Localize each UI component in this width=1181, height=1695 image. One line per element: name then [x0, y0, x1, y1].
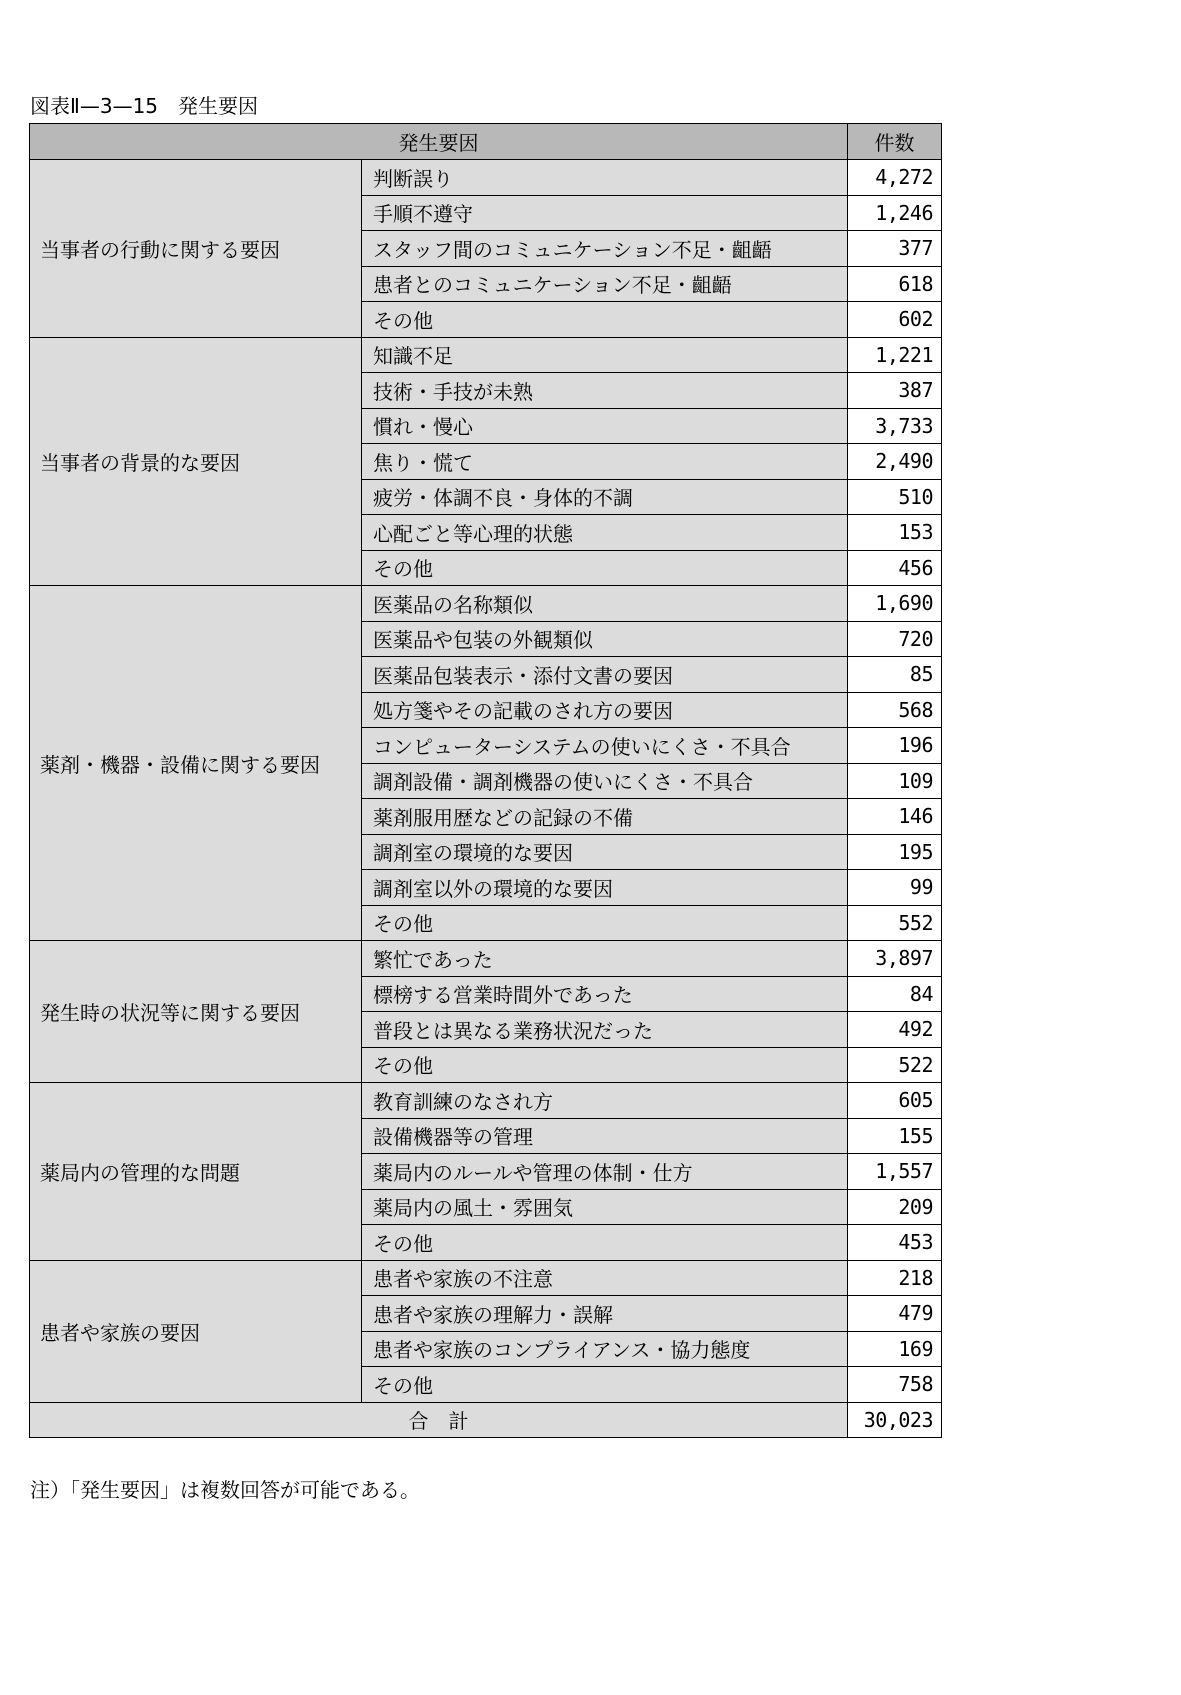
factor-item-cell: スタッフ間のコミュニケーション不足・齟齬: [362, 231, 848, 267]
header-count: 件数: [848, 124, 942, 160]
factor-item-cell: 判断誤り: [362, 160, 848, 196]
table-body: [30, 160, 942, 1403]
count-cell: 218: [848, 1260, 942, 1296]
category-cell: 発生時の状況等に関する要因: [30, 941, 362, 1083]
header-factor: 発生要因: [30, 124, 848, 160]
count-cell: 758: [848, 1367, 942, 1403]
factor-item-cell: 医薬品包装表示・添付文書の要因: [362, 657, 848, 693]
count-cell: 479: [848, 1296, 942, 1332]
factor-item-cell: 患者や家族の不注意: [362, 1260, 848, 1296]
factor-item-cell: 調剤室の環境的な要因: [362, 834, 848, 870]
count-cell: 552: [848, 905, 942, 941]
count-cell: 169: [848, 1331, 942, 1367]
count-cell: 155: [848, 1118, 942, 1154]
factor-item-cell: 普段とは異なる業務状況だった: [362, 1012, 848, 1048]
factor-item-cell: 手順不遵守: [362, 195, 848, 231]
count-cell: 85: [848, 657, 942, 693]
count-cell: 453: [848, 1225, 942, 1261]
count-cell: 4,272: [848, 160, 942, 196]
factor-item-cell: 医薬品の名称類似: [362, 586, 848, 622]
count-cell: 195: [848, 834, 942, 870]
header-row: [30, 124, 942, 160]
category-cell: 当事者の行動に関する要因: [30, 160, 362, 338]
category-cell: 薬局内の管理的な問題: [30, 1083, 362, 1261]
count-cell: 109: [848, 763, 942, 799]
factor-item-cell: 医薬品や包装の外観類似: [362, 621, 848, 657]
factor-item-cell: 焦り・慌て: [362, 444, 848, 480]
factor-item-cell: 患者とのコミュニケーション不足・齟齬: [362, 266, 848, 302]
factor-item-cell: 調剤室以外の環境的な要因: [362, 870, 848, 906]
factor-item-cell: 教育訓練のなされ方: [362, 1083, 848, 1119]
count-cell: 153: [848, 515, 942, 551]
factor-item-cell: コンピューターシステムの使いにくさ・不具合: [362, 728, 848, 764]
count-cell: 1,557: [848, 1154, 942, 1190]
count-cell: 209: [848, 1189, 942, 1225]
count-cell: 1,246: [848, 195, 942, 231]
factor-item-cell: 心配ごと等心理的状態: [362, 515, 848, 551]
factor-item-cell: 薬剤服用歴などの記録の不備: [362, 799, 848, 835]
table-row: [30, 1260, 942, 1296]
count-cell: 387: [848, 373, 942, 409]
total-label: 合 計: [30, 1402, 848, 1438]
count-cell: 602: [848, 302, 942, 338]
count-cell: 568: [848, 692, 942, 728]
category-cell: 患者や家族の要因: [30, 1260, 362, 1402]
category-cell: 薬剤・機器・設備に関する要因: [30, 586, 362, 941]
factor-item-cell: 標榜する営業時間外であった: [362, 976, 848, 1012]
count-cell: 146: [848, 799, 942, 835]
factor-table: [29, 123, 942, 1438]
factor-item-cell: その他: [362, 905, 848, 941]
factor-item-cell: その他: [362, 1047, 848, 1083]
count-cell: 1,690: [848, 586, 942, 622]
total-value: 30,023: [848, 1402, 942, 1438]
factor-item-cell: その他: [362, 550, 848, 586]
factor-item-cell: 設備機器等の管理: [362, 1118, 848, 1154]
table-row: [30, 586, 942, 622]
count-cell: 84: [848, 976, 942, 1012]
count-cell: 3,897: [848, 941, 942, 977]
factor-item-cell: 薬局内のルールや管理の体制・仕方: [362, 1154, 848, 1190]
factor-item-cell: その他: [362, 1225, 848, 1261]
count-cell: 196: [848, 728, 942, 764]
factor-item-cell: 繁忙であった: [362, 941, 848, 977]
table-row: [30, 160, 942, 196]
count-cell: 492: [848, 1012, 942, 1048]
count-cell: 377: [848, 231, 942, 267]
factor-item-cell: その他: [362, 1367, 848, 1403]
count-cell: 720: [848, 621, 942, 657]
factor-item-cell: 知識不足: [362, 337, 848, 373]
count-cell: 3,733: [848, 408, 942, 444]
factor-item-cell: 患者や家族の理解力・誤解: [362, 1296, 848, 1332]
footnote: 注）「発生要因」は複数回答が可能である。: [30, 1478, 420, 1502]
count-cell: 510: [848, 479, 942, 515]
count-cell: 1,221: [848, 337, 942, 373]
count-cell: 605: [848, 1083, 942, 1119]
table-row: [30, 941, 942, 977]
table-row: [30, 1083, 942, 1119]
factor-item-cell: 調剤設備・調剤機器の使いにくさ・不具合: [362, 763, 848, 799]
factor-item-cell: 患者や家族のコンプライアンス・協力態度: [362, 1331, 848, 1367]
factor-item-cell: 処方箋やその記載のされ方の要因: [362, 692, 848, 728]
total-row: [30, 1402, 942, 1438]
factor-item-cell: 技術・手技が未熟: [362, 373, 848, 409]
count-cell: 99: [848, 870, 942, 906]
count-cell: 618: [848, 266, 942, 302]
factor-item-cell: 疲労・体調不良・身体的不調: [362, 479, 848, 515]
factor-item-cell: 慣れ・慢心: [362, 408, 848, 444]
count-cell: 522: [848, 1047, 942, 1083]
factor-item-cell: その他: [362, 302, 848, 338]
category-cell: 当事者の背景的な要因: [30, 337, 362, 586]
count-cell: 2,490: [848, 444, 942, 480]
factor-item-cell: 薬局内の風土・雰囲気: [362, 1189, 848, 1225]
table-row: [30, 337, 942, 373]
table-caption: 図表Ⅱ—3—15 発生要因: [30, 94, 259, 118]
count-cell: 456: [848, 550, 942, 586]
